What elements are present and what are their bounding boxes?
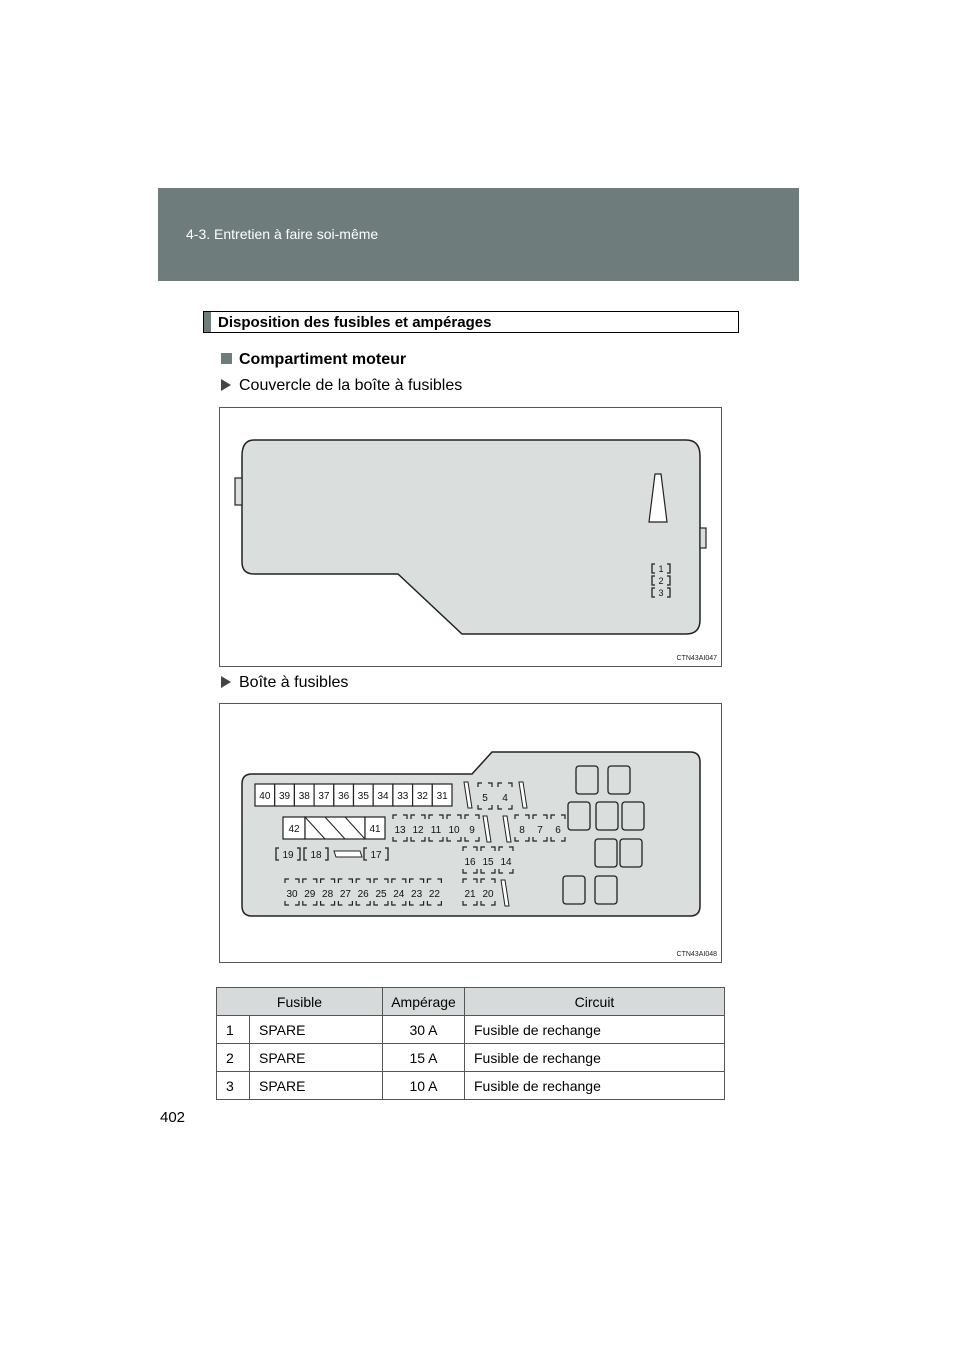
page-number: 402 xyxy=(160,1109,186,1126)
fuse-slot xyxy=(314,784,334,806)
subheading-text: Compartiment moteur xyxy=(239,351,407,368)
item-cover-label: Couvercle de la boîte à fusibles xyxy=(239,377,463,394)
fuse-label: 6 xyxy=(555,825,561,836)
fuse-slot xyxy=(413,784,433,806)
fuse-label: 36 xyxy=(338,791,350,802)
table-header-row xyxy=(217,988,725,1016)
fuse-label: 42 xyxy=(288,824,300,835)
fuse-label: 22 xyxy=(428,889,440,900)
fuse-label: 20 xyxy=(482,889,494,900)
fuse-label: 32 xyxy=(416,791,429,802)
fuse-label: 29 xyxy=(304,889,316,900)
fuse-label: 1 xyxy=(658,564,664,574)
table-row xyxy=(217,1072,725,1100)
fuse-divider-slashes xyxy=(305,817,365,839)
item-cover xyxy=(221,377,462,395)
fuse-label: 9 xyxy=(469,825,475,836)
fuse-number: 2 xyxy=(217,1044,250,1072)
fuse-table xyxy=(216,987,725,1100)
square-bullet-icon xyxy=(221,353,232,364)
fuse-label: 5 xyxy=(482,793,488,804)
fuse-circuit: Fusible de rechange xyxy=(465,1016,725,1044)
fuse-label: 12 xyxy=(412,825,424,836)
header-band xyxy=(158,188,799,281)
fuse-amperage: 15 A xyxy=(383,1044,465,1072)
fuse-slot xyxy=(255,784,275,806)
fuse-slot xyxy=(354,784,374,806)
fuse-label: 27 xyxy=(339,889,351,900)
fuse-label: 34 xyxy=(377,791,389,802)
table-row xyxy=(217,1044,725,1072)
fuse-label: 18 xyxy=(310,850,322,861)
fuse-name: SPARE xyxy=(250,1072,383,1100)
item-box xyxy=(221,674,348,692)
figure-code: CTN43AI048 xyxy=(676,951,717,958)
relay-block xyxy=(620,839,642,867)
fuse-slot xyxy=(365,817,385,839)
fuse-label: 11 xyxy=(430,825,442,836)
fuse-label: 10 xyxy=(448,825,460,836)
fuse-slot xyxy=(334,784,354,806)
fuse-amperage: 10 A xyxy=(383,1072,465,1100)
fuse-label: 3 xyxy=(658,588,664,598)
fuse-label: 24 xyxy=(393,889,405,900)
fuse-label: 33 xyxy=(397,791,409,802)
fuse-label: 15 xyxy=(482,857,494,868)
fuse-box-figure xyxy=(219,703,722,963)
fuse-label: 7 xyxy=(537,825,543,836)
fuse-label: 41 xyxy=(369,824,381,835)
relay-block xyxy=(622,802,644,830)
fuse-number: 3 xyxy=(217,1072,250,1100)
col-header-circuit: Circuit xyxy=(465,988,725,1016)
relay-block xyxy=(563,876,585,904)
col-header-fuse: Fusible xyxy=(217,988,383,1016)
fuse-label: 31 xyxy=(436,791,448,802)
subheading xyxy=(221,351,406,369)
fuse-label: 39 xyxy=(278,791,291,802)
fuse-slot xyxy=(393,784,413,806)
relay-block xyxy=(596,802,618,830)
fuse-slot xyxy=(275,784,295,806)
fuse-name: SPARE xyxy=(250,1016,383,1044)
fuse-label: 14 xyxy=(500,857,512,868)
fuse-number: 1 xyxy=(217,1016,250,1044)
fuse-label: 35 xyxy=(357,791,369,802)
fuse-label: 38 xyxy=(298,791,310,802)
table-row xyxy=(217,1016,725,1044)
fuse-label: 2 xyxy=(658,576,664,586)
section-breadcrumb: 4-3. Entretien à faire soi-même xyxy=(186,226,379,242)
fuse-label: 40 xyxy=(259,791,271,802)
relay-block xyxy=(568,802,590,830)
fuse-slot-empty xyxy=(334,851,362,857)
fuse-name: SPARE xyxy=(250,1044,383,1072)
fuse-circuit: Fusible de rechange xyxy=(465,1044,725,1072)
fuse-circuit: Fusible de rechange xyxy=(465,1072,725,1100)
triangle-bullet-icon xyxy=(221,676,231,688)
fuse-label: 21 xyxy=(464,889,476,900)
fuse-slot xyxy=(294,784,314,806)
section-title-bar xyxy=(204,312,211,332)
fuse-label: 23 xyxy=(411,889,423,900)
fuse-label: 17 xyxy=(370,850,382,861)
relay-block xyxy=(576,766,598,794)
fuse-cover-drawing xyxy=(220,408,723,668)
fuse-label: 28 xyxy=(322,889,334,900)
fuse-slot xyxy=(373,784,393,806)
fuse-label: 25 xyxy=(375,889,387,900)
relay-block xyxy=(608,766,630,794)
fuse-amperage: 30 A xyxy=(383,1016,465,1044)
fuse-label: 37 xyxy=(318,791,330,802)
relay-block xyxy=(595,839,617,867)
fuse-cover-figure xyxy=(219,407,722,667)
item-box-label: Boîte à fusibles xyxy=(239,674,349,691)
figure-code: CTN43AI047 xyxy=(676,655,717,662)
section-title: Disposition des fusibles et ampérages xyxy=(218,314,492,331)
fuse-label: 4 xyxy=(502,793,508,804)
fuse-label: 13 xyxy=(394,825,406,836)
fuse-label: 19 xyxy=(282,850,294,861)
section-title-box xyxy=(203,311,739,333)
fuse-label: 16 xyxy=(464,857,476,868)
fuse-slot xyxy=(432,784,452,806)
fuse-label: 8 xyxy=(519,825,525,836)
relay-block xyxy=(595,876,617,904)
fuse-box-drawing xyxy=(220,704,723,964)
fuse-label: 26 xyxy=(357,889,369,900)
triangle-bullet-icon xyxy=(221,379,231,391)
fuse-label: 30 xyxy=(286,889,298,900)
fuse-slot xyxy=(283,817,305,839)
col-header-amperage: Ampérage xyxy=(383,988,465,1016)
